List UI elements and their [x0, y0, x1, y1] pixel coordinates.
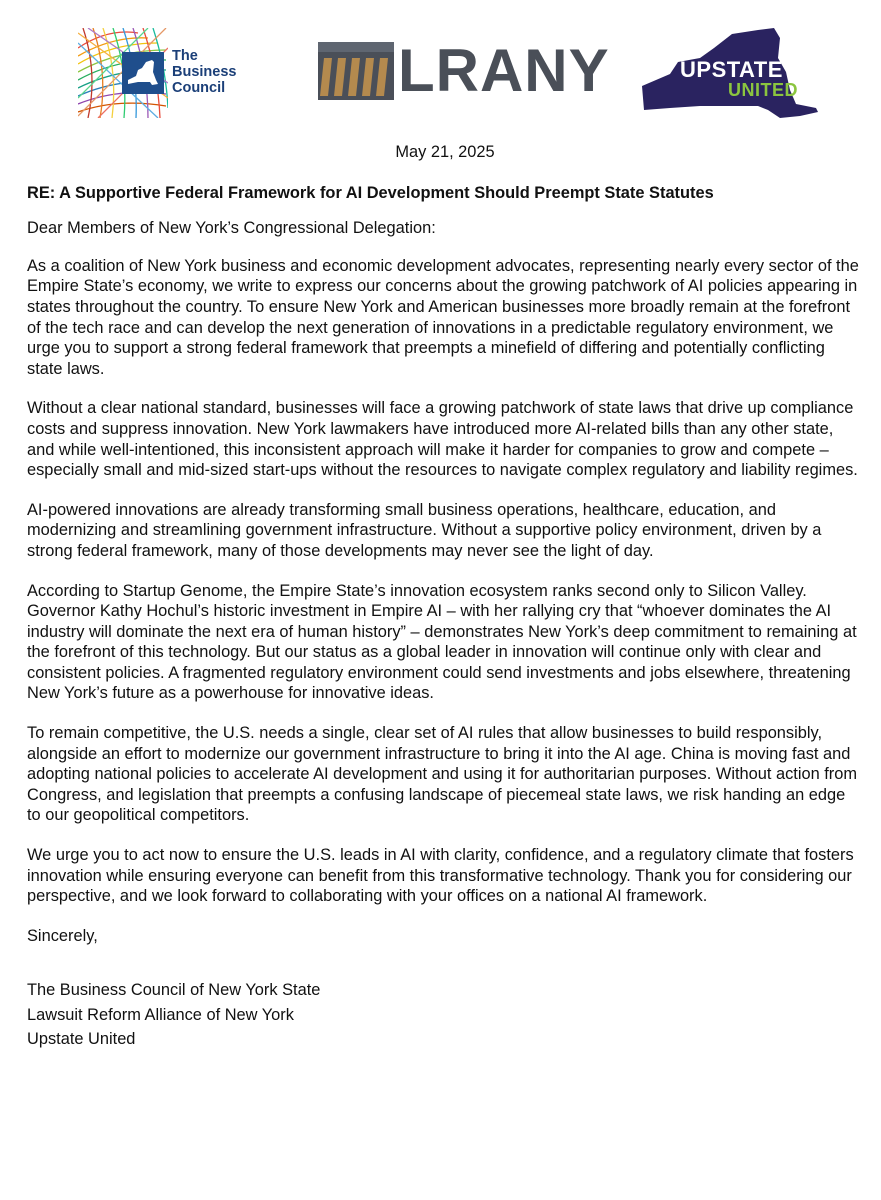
closing: Sincerely, — [27, 926, 98, 945]
salutation: Dear Members of New York’s Congressional Delegation: — [27, 219, 436, 238]
business-council-wordmark — [172, 48, 236, 96]
paragraph-4: According to Startup Genome, the Empire State’s innovation ecosystem ranks second only to Silicon Valley. Governor Kathy Hochul’s historic investment in Empire AI – with her rallying cry that “whoever dominates the AI industry will dominate the next era of human history” – demonstrates New York’s deep commitment to remaining at the forefront of this technology. But our status as a global leader in innovation will continue only with clear and consistent policies. A fragmented regulatory environment could send investments and jobs elsewhere, threatening New York’s future as a powerhouse for innovative ideas. — [27, 581, 857, 703]
lrany-logo — [318, 37, 610, 104]
paragraph-2: Without a clear national standard, businesses will face a growing patchwork of state laws that drive up compliance costs and suppress innovation. New York lawmakers have introduced more AI-related bills than any other state, and while well-intentioned, this inconsistent approach will make it harder for companies to grow and compete – especially small and mid-sized start-ups without the resources to navigate complex regulatory and liability regimes. — [27, 399, 858, 480]
paragraph-6: We urge you to act now to ensure the U.S. leads in AI with clarity, confidence, and a regulatory climate that fosters innovation while ensuring everyone can benefit from this transformative technology. Thank you for considering our perspective, and we look forward to collaborating with your offices on a national AI framework. — [27, 846, 854, 906]
upstate-united-wordmark — [680, 57, 798, 100]
signatory-upstate-united: Upstate United — [27, 1030, 136, 1049]
subject-line: RE: A Supportive Federal Framework for AI Development Should Preempt State Statutes — [27, 183, 714, 202]
paragraph-5: To remain competitive, the U.S. needs a single, clear set of AI rules that allow businesses to build responsibly, alongside an effort to modernize our government infrastructure to bring it into the AI age. China is moving fast and adopting national policies to accelerate AI development and using it for authoritarian purposes. Without action from Congress, and legislation that preempts a confusing landscape of piecemeal state laws, we risk handing an edge to our geopolitical competitors. — [27, 724, 858, 825]
united-text: UNITED — [728, 80, 798, 100]
business-council-logo — [78, 28, 248, 118]
logo-header — [0, 0, 881, 130]
bc-line-3: Council — [172, 80, 226, 96]
paragraph-1: As a coalition of New York business and economic development advocates, representing nearly every sector of the Empire State’s economy, we write to express our concerns about the growing patchwork of AI policies appearing in states throughout the country. To ensure New York and American businesses more broadly remain at the forefront of the tech race and can develop the next generation of innovations in a predictable regulatory environment, we urge you to support a strong federal framework that preempts a minefield of differing and potentially conflicting state laws. — [27, 256, 859, 378]
ny-state-square — [122, 52, 164, 94]
bc-line-1: The — [172, 48, 198, 64]
courthouse-pillars-icon — [318, 42, 394, 100]
letter-body — [27, 142, 863, 1052]
up-text: UP — [680, 57, 712, 82]
signatories — [27, 978, 863, 1052]
bc-line-2: Business — [172, 64, 237, 80]
state-text: STATE — [711, 57, 783, 82]
signatory-lrany: Lawsuit Reform Alliance of New York — [27, 1005, 294, 1024]
lrany-wordmark: LRANY — [398, 37, 610, 104]
letter-date: May 21, 2025 — [395, 143, 495, 161]
upstate-united-logo — [640, 28, 830, 120]
paragraph-3: AI-powered innovations are already transforming small business operations, healthcare, education, and modernizing and streamlining government infrastructure. Without a supportive policy environment, driven by a strong federal framework, many of those developments may never see the light of day. — [27, 500, 822, 560]
signatory-business-council: The Business Council of New York State — [27, 981, 321, 1000]
ny-state-icon — [126, 58, 160, 88]
